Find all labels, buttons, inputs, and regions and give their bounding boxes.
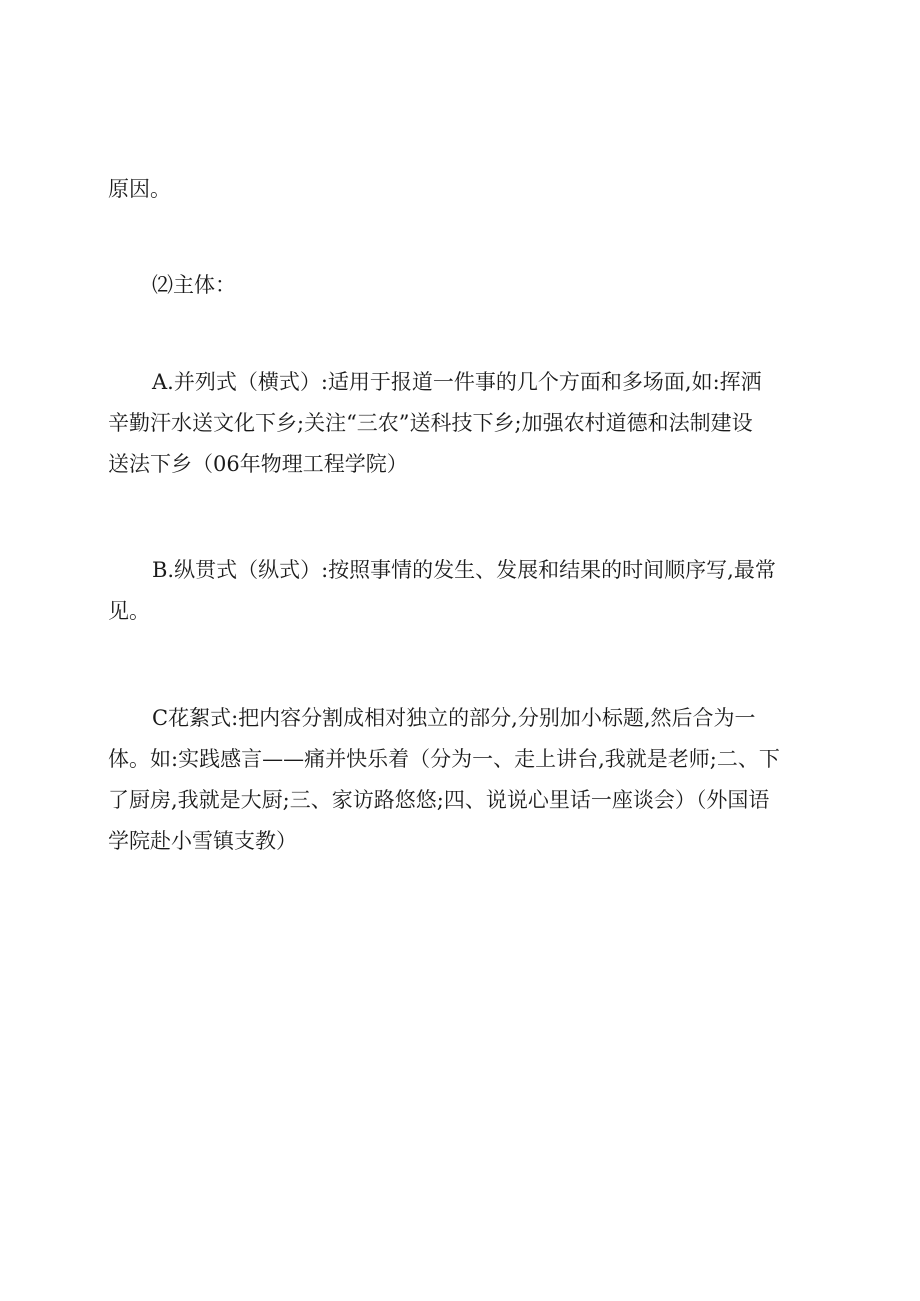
text-line: 体。如:实践感言——痛并快乐着（分为一、走上讲台,我就是老师;二、下 — [108, 747, 780, 771]
section-heading-main-body — [108, 265, 813, 306]
paragraph-highlights-style — [108, 698, 813, 862]
text-line: C花絮式:把内容分割成相对独立的部分,分别加小标题,然后合为一 — [152, 706, 756, 730]
text-line: 原因。 — [108, 177, 171, 201]
text-line: ⑵主体： — [152, 273, 236, 297]
text-line: 见。 — [108, 599, 150, 623]
paragraph-parallel-style — [108, 362, 813, 485]
paragraph-vertical-style — [108, 550, 813, 632]
text-line: 了厨房,我就是大厨;三、家访路悠悠;四、说说心里话一座谈会）（外国语 — [108, 788, 770, 812]
text-line: 送法下乡（06年物理工程学院） — [108, 452, 408, 476]
text-line: B.纵贯式（纵式）:按照事情的发生、发展和结果的时间顺序写,最常 — [152, 558, 776, 582]
paragraph-reason-ending — [108, 169, 813, 210]
text-line: 学院赴小雪镇支教） — [108, 829, 297, 853]
text-line: A.并列式（横式）:适用于报道一件事的几个方面和多场面,如:挥洒 — [152, 370, 762, 394]
text-line: 辛勤汗水送文化下乡;关注“三农”送科技下乡;加强农村道德和法制建设 — [108, 411, 753, 435]
